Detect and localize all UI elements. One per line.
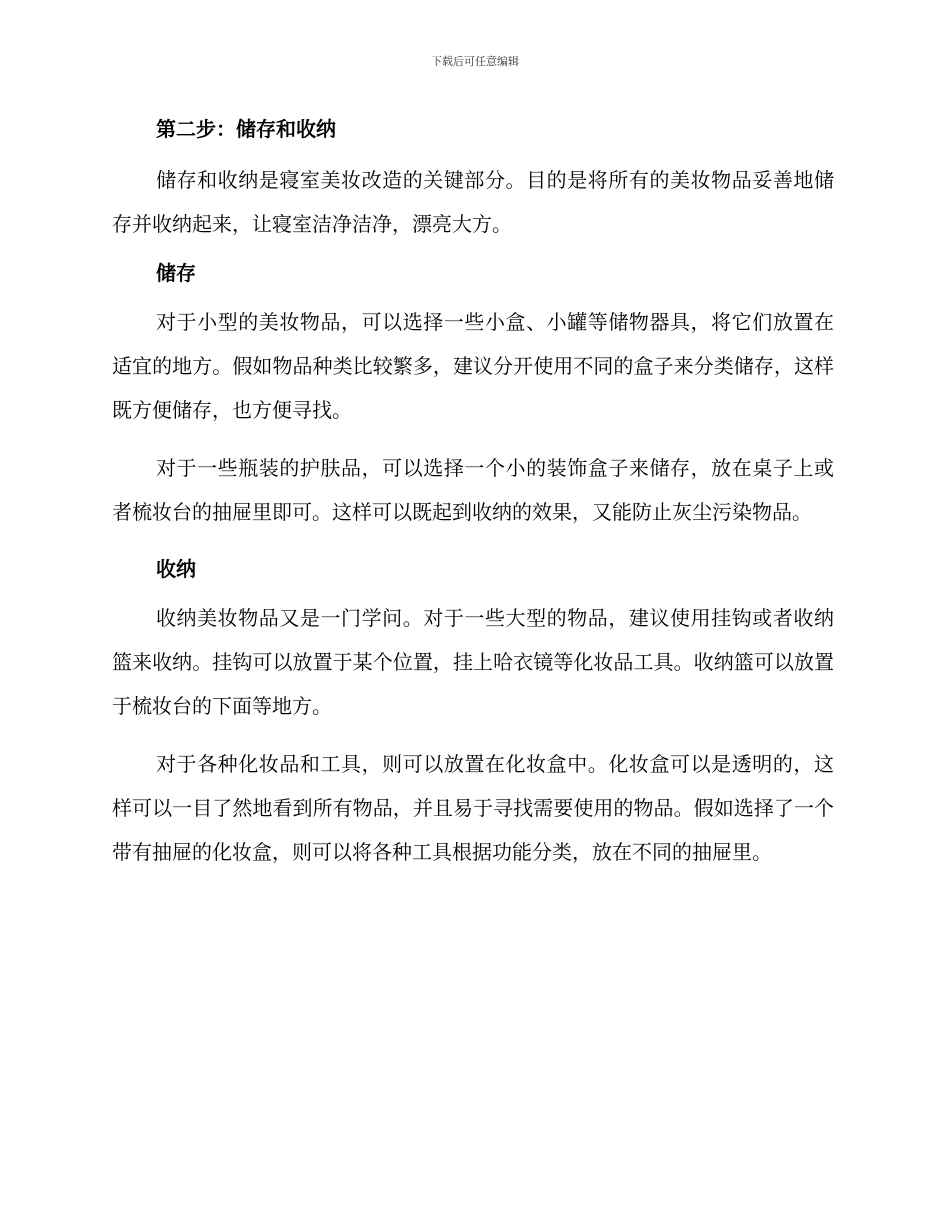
storage-heading: 储存	[156, 261, 196, 285]
storage-paragraph-1: 对于小型的美妆物品，可以选择一些小盒、小罐等储物器具，将它们放置在适宜的地方。假如物品种类比较繁多，建议分开使用不同的盒子来分类储存，这样既方便储存，也方便寻找。	[112, 310, 834, 422]
organizing-heading: 收纳	[156, 557, 196, 581]
document-body	[112, 112, 834, 874]
organizing-paragraph-1: 收纳美妆物品又是一门学问。对于一些大型的物品，建议使用挂钩或者收纳篮来收纳。挂钩可以放置于某个位置，挂上哈衣镜等化妆品工具。收纳篮可以放置于梳妆台的下面等地方。	[112, 606, 834, 718]
storage-paragraph-2: 对于一些瓶装的护肤品，可以选择一个小的装饰盒子来储存，放在桌子上或者梳妆台的抽屉里即可。这样可以既起到收纳的效果，又能防止灰尘污染物品。	[112, 456, 834, 524]
organizing-paragraph-2: 对于各种化妆品和工具，则可以放置在化妆盒中。化妆盒可以是透明的，这样可以一目了然地看到所有物品，并且易于寻找需要使用的物品。假如选择了一个带有抽屉的化妆盒，则可以将各种工具根据功能分类，放在不同的抽屉里。	[112, 752, 834, 864]
page-header-note: 下载后可任意编辑	[431, 55, 519, 68]
section-title: 第二步：储存和收纳	[156, 117, 336, 141]
section-intro-paragraph: 储存和收纳是寝室美妆改造的关键部分。目的是将所有的美妆物品妥善地储存并收纳起来，让寝室洁净洁净，漂亮大方。	[112, 168, 834, 236]
